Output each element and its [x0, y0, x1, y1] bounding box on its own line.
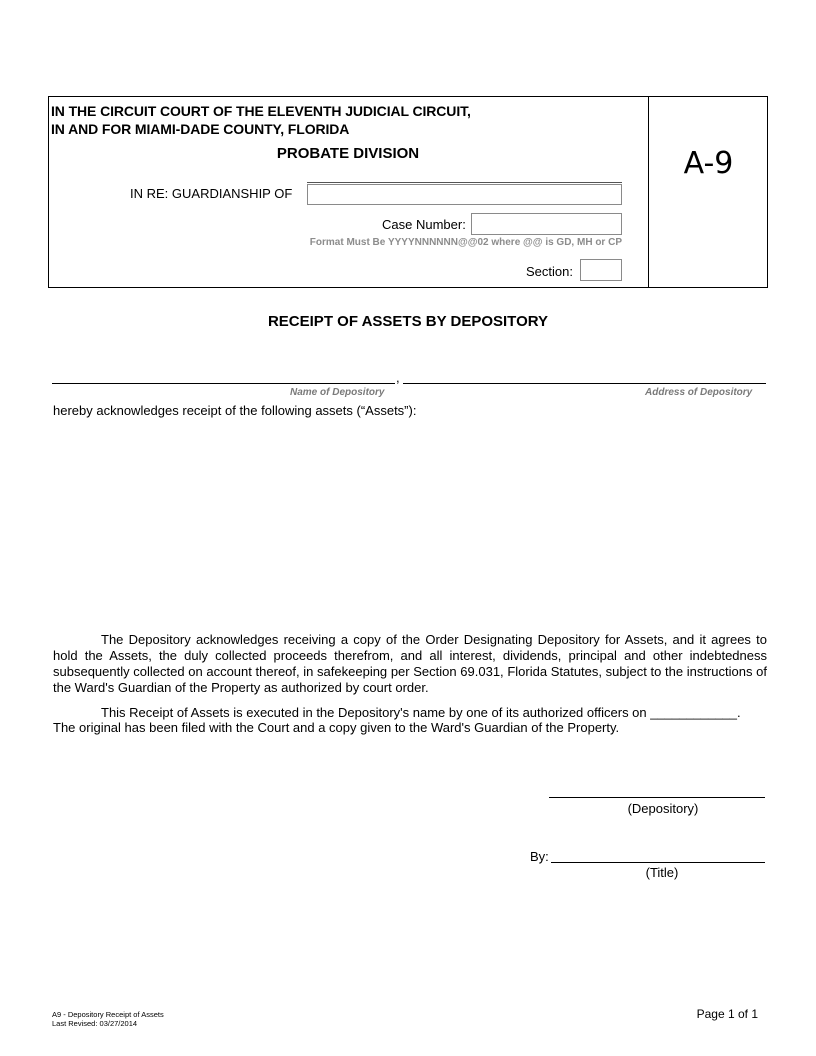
section-field[interactable] — [580, 259, 622, 281]
depository-name-caption: Name of Depository — [290, 387, 385, 398]
guardianship-line — [307, 182, 622, 183]
court-name-line-2: IN AND FOR MIAMI-DADE COUNTY, FLORIDA — [51, 121, 350, 137]
case-number-label: Case Number: — [382, 217, 466, 232]
document-title: RECEIPT OF ASSETS BY DEPOSITORY — [267, 313, 549, 330]
title-signature-label: (Title) — [645, 865, 679, 880]
case-number-field[interactable] — [471, 213, 622, 235]
caption-box-divider — [648, 96, 649, 288]
depository-address-caption: Address of Depository — [645, 387, 753, 398]
paragraph-execution-line-1: This Receipt of Assets is executed in the Depository's name by one of its authorized officers on ____________. — [101, 705, 741, 720]
paragraph-execution-line-2: The original has been filed with the Court and a copy given to the Ward's Guardian of the Property. — [53, 720, 620, 735]
court-name-line-1: IN THE CIRCUIT COURT OF THE ELEVENTH JUDICIAL CIRCUIT, — [51, 103, 471, 119]
by-signature-line — [551, 862, 765, 863]
name-address-comma: , — [396, 370, 400, 385]
depository-address-line — [403, 383, 766, 384]
form-code: A-9 — [683, 146, 734, 181]
paragraph-acknowledgement: The Depository acknowledges receiving a copy of the Order Designating Depository for Assets, and it agrees to hold the Assets, the duly collected proceeds therefrom, and all interest, dividends, principal and other indebtedness subsequently collected on account thereof, in safekeeping per Section 69.031, Florida Statutes, subject to the instructions of the Ward's Guardian of the Property as authorized by court order. — [53, 632, 767, 695]
depository-signature-line — [549, 797, 765, 798]
depository-signature-label: (Depository) — [627, 801, 699, 816]
case-number-format-note: Format Must Be YYYYNNNNNN@@02 where @@ is GD, MH or CP — [309, 237, 622, 248]
footer-form-name: A9 - Depository Receipt of Assets — [52, 1010, 164, 1019]
division-title: PROBATE DIVISION — [276, 145, 420, 162]
acknowledge-statement: hereby acknowledges receipt of the following assets (“Assets”): — [53, 403, 417, 418]
by-label: By: — [530, 849, 549, 864]
footer-last-revised: Last Revised: 03/27/2014 — [52, 1019, 138, 1028]
page-number: Page 1 of 1 — [696, 1007, 758, 1021]
guardianship-label: IN RE: GUARDIANSHIP OF — [130, 186, 293, 201]
section-label: Section: — [526, 264, 573, 279]
guardianship-name-field[interactable] — [307, 184, 622, 205]
depository-name-line — [52, 383, 395, 384]
